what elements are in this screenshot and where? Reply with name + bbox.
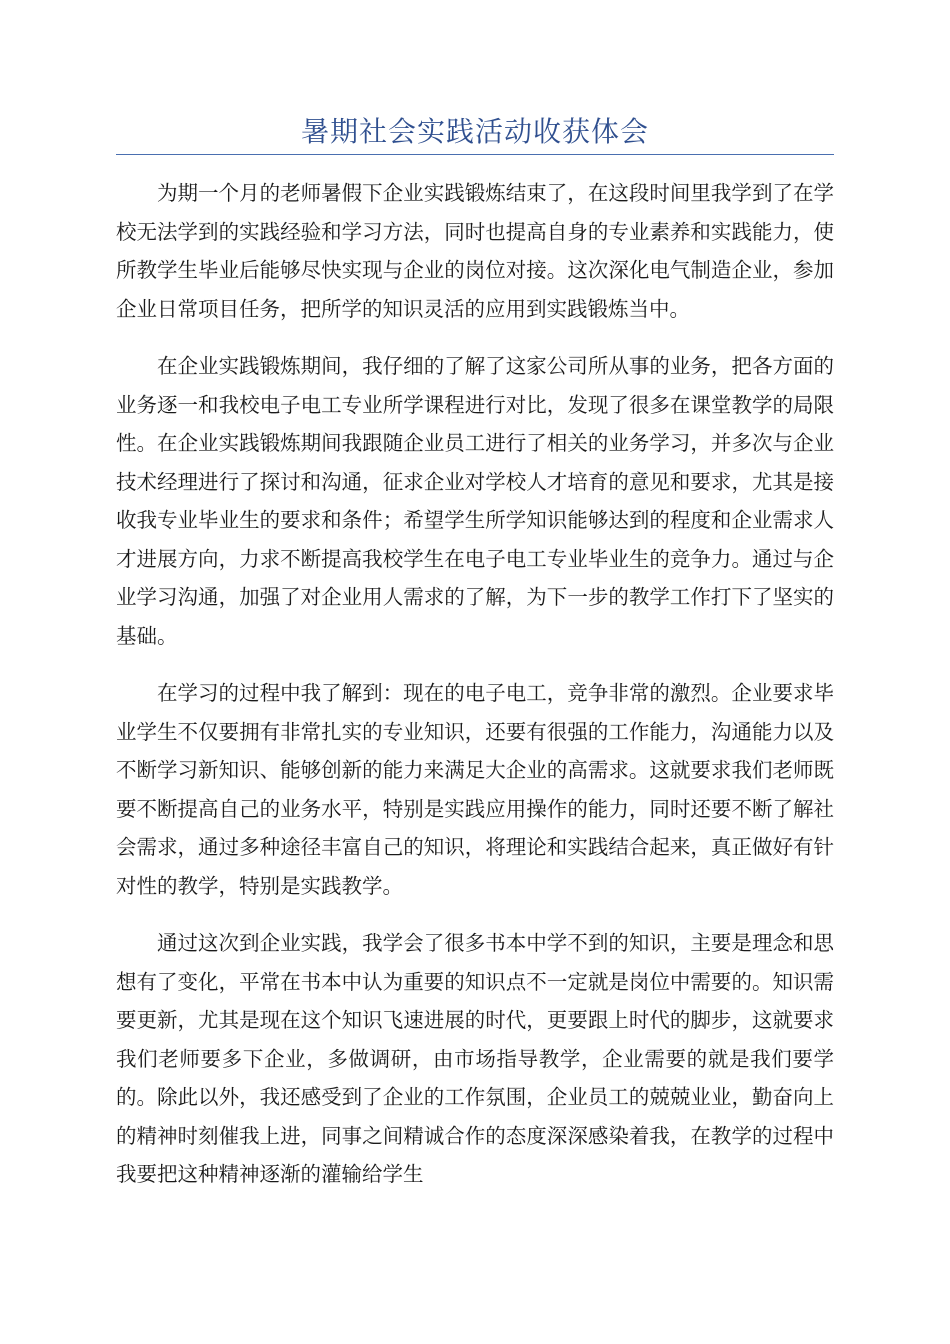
title-underline xyxy=(116,154,834,155)
document-body xyxy=(116,174,834,1213)
paragraph-1: 为期一个月的老师暑假下企业实践锻炼结束了，在这段时间里我学到了在学校无法学到的实践经验和学习方法，同时也提高自身的专业素养和实践能力，使所教学生毕业后能够尽快实现与企业的岗位对接。这次深化电气制造企业，参加企业日常项目任务，把所学的知识灵活的应用到实践锻炼当中。 xyxy=(116,181,834,321)
paragraph-2: 在企业实践锻炼期间，我仔细的了解了这家公司所从事的业务，把各方面的业务逐一和我校电子电工专业所学课程进行对比，发现了很多在课堂教学的局限性。在企业实践锻炼期间我跟随企业员工进行了相关的业务学习，并多次与企业技术经理进行了探讨和沟通，征求企业对学校人才培育的意见和要求，尤其是接收我专业毕业生的要求和条件；希望学生所学知识能够达到的程度和企业需求人才进展方向，力求不断提高我校学生在电子电工专业毕业生的竞争力。通过与企业学习沟通，加强了对企业用人需求的了解，为下一步的教学工作打下了坚实的基础。 xyxy=(116,354,834,648)
paragraph-4: 通过这次到企业实践，我学会了很多书本中学不到的知识，主要是理念和思想有了变化，平常在书本中认为重要的知识点不一定就是岗位中需要的。知识需要更新，尤其是现在这个知识飞速进展的时代，更要跟上时代的脚步，这就要求我们老师要多下企业，多做调研，由市场指导教学，企业需要的就是我们要学的。除此以外，我还感受到了企业的工作氛围，企业员工的兢兢业业，勤奋向上的精神时刻催我上进，同事之间精诚合作的态度深深感染着我，在教学的过程中我要把这种精神逐渐的灌输给学生 xyxy=(116,931,834,1186)
paragraph-3: 在学习的过程中我了解到：现在的电子电工，竞争非常的激烈。企业要求毕业学生不仅要拥有非常扎实的专业知识，还要有很强的工作能力，沟通能力以及不断学习新知识、能够创新的能力来满足大企业的高需求。这就要求我们老师既要不断提高自己的业务水平，特别是实践应用操作的能力，同时还要不断了解社会需求，通过多种途径丰富自己的知识，将理论和实践结合起来，真正做好有针对性的教学，特别是实践教学。 xyxy=(116,681,834,898)
document-title: 暑期社会实践活动收获体会 xyxy=(300,115,649,148)
